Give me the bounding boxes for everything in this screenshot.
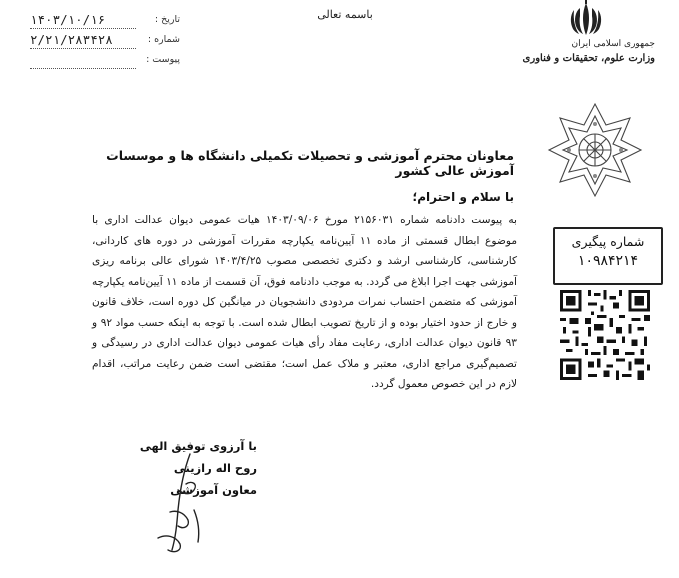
tracking-title: شماره پیگیری: [571, 234, 645, 249]
basmala-heading: باسمه تعالی: [317, 8, 373, 21]
qr-code-icon[interactable]: [560, 290, 650, 380]
attachment-label: پیوست :: [146, 54, 180, 65]
islamic-star-ornament-icon: [545, 100, 645, 200]
ministry-heading: [520, 38, 655, 67]
greeting-line: با سلام و احترام؛: [412, 190, 514, 204]
tracking-box: [553, 227, 663, 285]
recipient-line: معاونان محترم آموزشی و تحصیلات تکمیلی دانشگاه ها و موسسات آموزش عالی کشور: [106, 148, 514, 178]
ministry-line-name: وزارت علوم، تحقیقات و فناوری: [522, 53, 655, 64]
attachment-dotted-line: [30, 68, 136, 69]
date-value: ۱۴۰۳/۱۰/۱۶: [30, 12, 106, 27]
signer-name: روح اله رازینی: [173, 461, 257, 475]
letter-meta: [30, 12, 180, 72]
handwritten-signature-icon: [150, 450, 220, 560]
signer-title: معاون آموزشی: [170, 483, 257, 497]
date-label: تاریخ :: [154, 14, 180, 25]
attachment-row: [30, 52, 180, 72]
ministry-line-country: جمهوری اسلامی ایران: [571, 39, 655, 49]
closing-line: با آرزوی توفیق الهی: [139, 439, 257, 453]
letter-body: [92, 210, 517, 395]
number-label: شماره :: [147, 34, 180, 45]
number-value: ۲/۲۱/۲۸۳۴۲۸: [30, 32, 113, 47]
letter-paragraph: به پیوست دادنامه شماره ۲۱۵۶۰۳۱ مورخ ۱۴۰۳/۰۹/۰۶ هیات عمومی دیوان عدالت اداری با موضوع ابطال قسمتی از ماده ۱۱ آیین‌نامه یکپارچه مقررات آموزشی در دوره های کاردانی، کارشناسی، کارشناسی ارشد و دکتری تخصصی مصوب ۱۴۰۳/۴/۲۵ شورای عالی برنامه ریزی آموزشی جهت اجرا ابلاغ می گردد. به موجب دادنامه فوق، آن قسمت از ماده ۱۱ آیین‌نامه یکپارچه آموزشی که متضمن احتساب نمرات مردودی دانشجویان در میانگین کل دوره است، خلاف قانون و خارج از حدود اختیار بوده و از تاریخ تصویب ابطال شده است. با توجه به اینکه حسب مواد ۹۲ و ۹۳ قانون دیوان عدالت اداری، رعایت مفاد رأی هیات عمومی دیوان عدالت اداری در رسیدگی و تصمیم‌گیری مراجع اداری، معتبر و ملاک عمل است؛ مقتضی است ضمن رعایت مراتب، اقدام لازم در این خصوص معمول گردد.: [92, 214, 518, 390]
tracking-number: ۱۰۹۸۴۲۱۴: [577, 253, 639, 269]
iran-emblem-icon: [568, 0, 604, 38]
number-dotted-line: [30, 48, 136, 49]
date-dotted-line: [30, 28, 136, 29]
date-row: [30, 12, 180, 32]
number-row: [30, 32, 180, 52]
